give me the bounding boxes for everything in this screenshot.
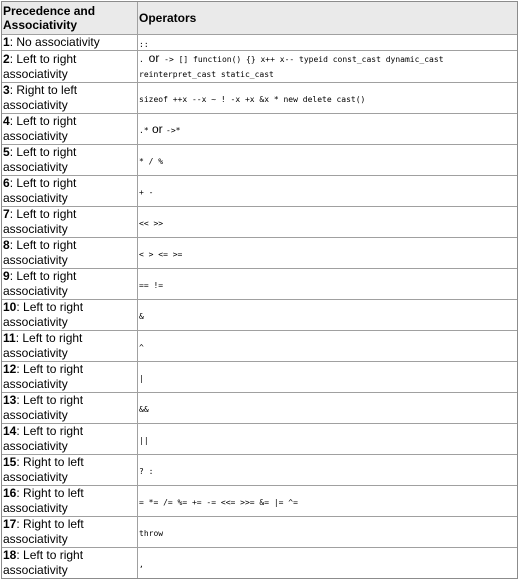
level-number: 18 <box>3 548 17 562</box>
operators-cell <box>138 238 517 269</box>
header-operators: Operators <box>138 2 517 35</box>
operators-cell <box>138 207 517 238</box>
or-word: or <box>151 122 163 136</box>
table-row <box>2 362 517 393</box>
operators-part-a: .* <box>139 126 149 135</box>
operators-text: == != <box>139 281 164 290</box>
assoc-text: : Left to right associativity <box>3 393 84 422</box>
precedence-cell <box>2 331 138 362</box>
assoc-text: : Left to right associativity <box>3 176 77 205</box>
table-row <box>2 51 517 83</box>
level-number: 1 <box>3 35 10 49</box>
precedence-cell <box>2 35 138 51</box>
table-row <box>2 35 517 51</box>
operators-cell <box>138 517 517 548</box>
operators-text: throw <box>139 529 164 538</box>
level-number: 10 <box>3 300 17 314</box>
precedence-cell <box>2 176 138 207</box>
level-number: 3 <box>3 83 10 97</box>
precedence-cell <box>2 238 138 269</box>
operators-text: ^ <box>139 343 144 352</box>
operators-cell <box>138 300 517 331</box>
assoc-text: : Left to right associativity <box>3 548 84 577</box>
table-row <box>2 207 517 238</box>
header-precedence: Precedence and Associativity <box>2 2 138 35</box>
assoc-text: : Left to right associativity <box>3 300 84 329</box>
operators-cell <box>138 35 517 51</box>
assoc-text: : Left to right associativity <box>3 207 77 236</box>
table-row <box>2 176 517 207</box>
operators-part-b: -> [] function() {} x++ x-- typeid const_cast dynamic_cast reinterpret_cast static_cast <box>139 55 444 79</box>
operators-text: | <box>139 374 144 383</box>
assoc-text: : Right to left associativity <box>3 486 84 515</box>
level-number: 15 <box>3 455 17 469</box>
table-row <box>2 331 517 362</box>
operators-cell <box>138 176 517 207</box>
operators-cell <box>138 51 517 83</box>
operators-part-b: ->* <box>166 126 181 135</box>
level-number: 7 <box>3 207 10 221</box>
operators-cell <box>138 424 517 455</box>
table-row <box>2 300 517 331</box>
precedence-cell <box>2 51 138 83</box>
level-number: 5 <box>3 145 10 159</box>
precedence-cell <box>2 83 138 114</box>
operators-cell <box>138 145 517 176</box>
or-word: or <box>148 51 160 65</box>
assoc-text: : Right to left associativity <box>3 455 84 484</box>
table-row <box>2 83 517 114</box>
table-row <box>2 393 517 424</box>
operators-text: = *= /= %= += -= <<= >>= &= |= ^= <box>139 498 298 507</box>
table-row <box>2 517 517 548</box>
assoc-text: : Left to right associativity <box>3 114 77 143</box>
assoc-text: : Left to right associativity <box>3 331 83 360</box>
precedence-cell <box>2 114 138 145</box>
level-number: 8 <box>3 238 10 252</box>
precedence-cell <box>2 145 138 176</box>
level-number: 14 <box>3 424 17 438</box>
table-row <box>2 424 517 455</box>
assoc-text: : Left to right associativity <box>3 145 77 174</box>
table-row <box>2 145 517 176</box>
operators-text: , <box>139 560 144 569</box>
assoc-text: : Right to left associativity <box>3 517 84 546</box>
level-number: 2 <box>3 51 10 66</box>
level-number: 17 <box>3 517 17 531</box>
operators-cell <box>138 393 517 424</box>
operators-cell <box>138 362 517 393</box>
table-row <box>2 548 517 578</box>
assoc-text: : Right to left associativity <box>3 83 78 112</box>
precedence-table <box>1 1 518 579</box>
operators-cell <box>138 486 517 517</box>
operators-text: sizeof ++x --x ~ ! -x +x &x * new delete cast() <box>139 95 366 104</box>
precedence-cell <box>2 207 138 238</box>
assoc-text: : Left to right associativity <box>3 238 77 267</box>
operators-text: < > <= >= <box>139 250 183 259</box>
level-number: 13 <box>3 393 17 407</box>
operators-text: + - <box>139 188 154 197</box>
assoc-text: : Left to right associativity <box>3 269 77 298</box>
precedence-cell <box>2 362 138 393</box>
table-row <box>2 269 517 300</box>
level-number: 9 <box>3 269 10 283</box>
operators-cell <box>138 331 517 362</box>
precedence-cell <box>2 393 138 424</box>
operators-text: << >> <box>139 219 164 228</box>
level-number: 6 <box>3 176 10 190</box>
precedence-cell <box>2 269 138 300</box>
table-row <box>2 455 517 486</box>
precedence-cell <box>2 424 138 455</box>
operators-text: || <box>139 436 149 445</box>
operators-cell <box>138 83 517 114</box>
table-row <box>2 114 517 145</box>
operators-text: && <box>139 405 149 414</box>
table-row <box>2 486 517 517</box>
operators-text: & <box>139 312 144 321</box>
level-number: 16 <box>3 486 17 500</box>
table-row <box>2 238 517 269</box>
assoc-text: : Left to right associativity <box>3 51 77 81</box>
operators-cell <box>138 114 517 145</box>
operators-text <box>139 51 516 82</box>
precedence-cell <box>2 300 138 331</box>
precedence-cell <box>2 486 138 517</box>
operators-text: * / % <box>139 157 164 166</box>
operators-text: ? : <box>139 467 154 476</box>
operators-cell <box>138 455 517 486</box>
operators-text: :: <box>139 39 149 49</box>
level-number: 12 <box>3 362 17 376</box>
level-number: 11 <box>3 331 16 345</box>
assoc-text: : Left to right associativity <box>3 362 84 391</box>
operators-cell <box>138 269 517 300</box>
assoc-text: : No associativity <box>9 35 100 49</box>
assoc-text: : Left to right associativity <box>3 424 84 453</box>
level-number: 4 <box>3 114 10 128</box>
precedence-cell <box>2 455 138 486</box>
operators-part-a: . <box>139 55 144 64</box>
operators-cell <box>138 548 517 578</box>
precedence-cell <box>2 517 138 548</box>
precedence-cell <box>2 548 138 578</box>
header-row <box>2 2 517 35</box>
